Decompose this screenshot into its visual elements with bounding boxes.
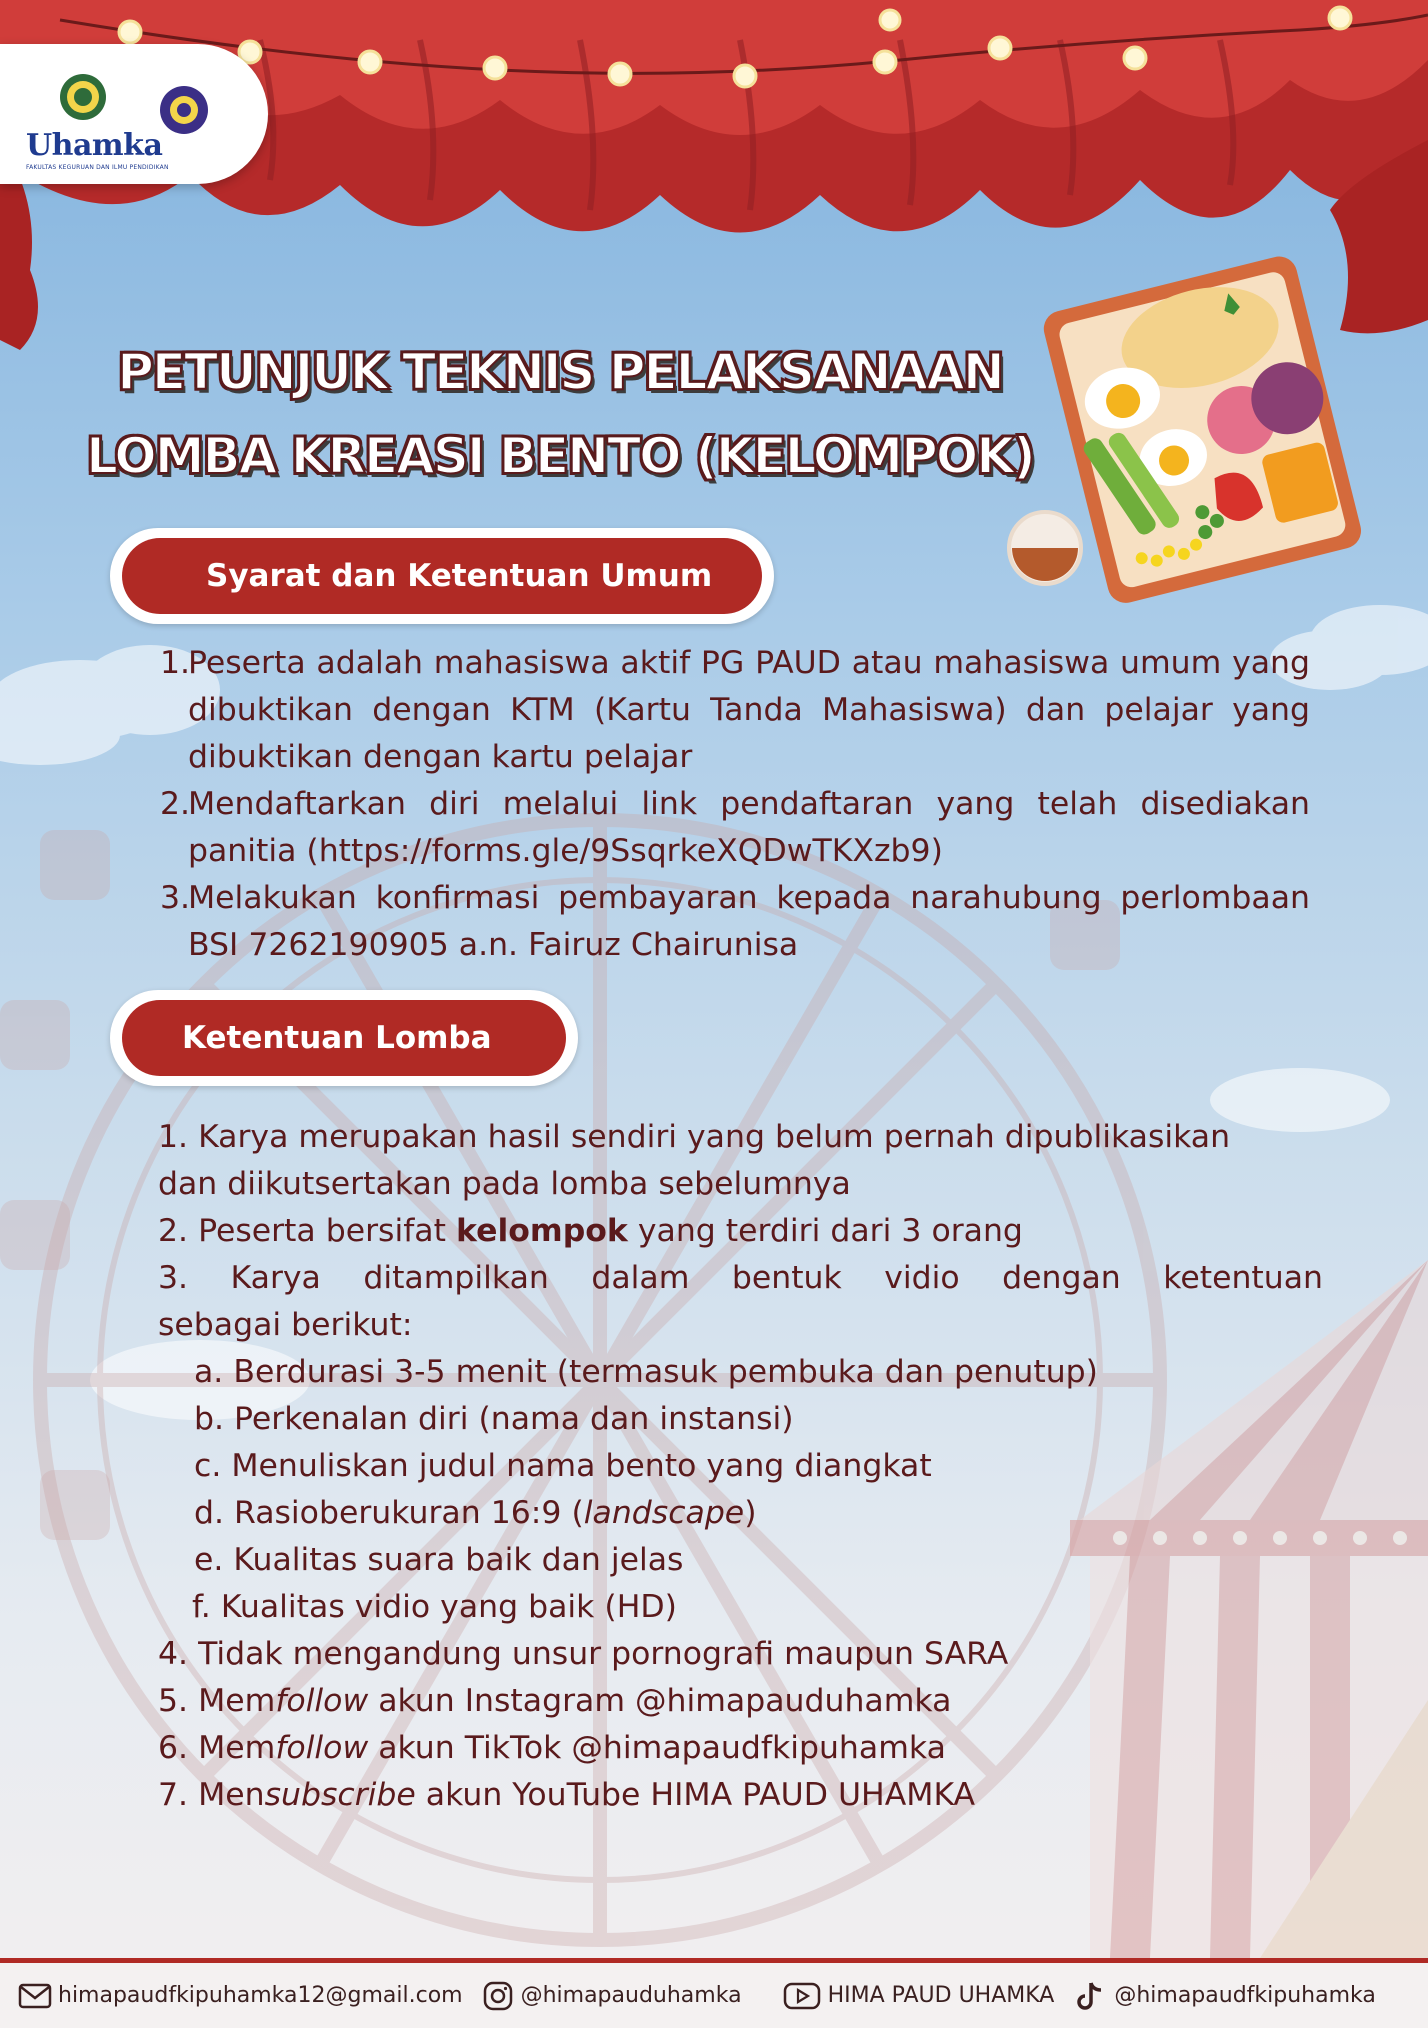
section-heading-label: Ketentuan Lomba	[122, 1000, 566, 1076]
rule-5-post: akun Instagram @himapauduhamka	[368, 1683, 952, 1719]
list-item-text: Melakukan konfirmasi pembayaran kepada narahubung perlombaan BSI 7262190905 a.n. Fairuz Chairunisa	[188, 880, 1310, 963]
rule-7-ital: subscribe	[264, 1777, 416, 1813]
tiktok-icon	[1074, 1981, 1108, 2011]
list-item-number: 1.	[160, 645, 191, 681]
footer-tiktok-text: @himapaudfkipuhamka	[1114, 1983, 1376, 2008]
rule-2-bold: kelompok	[455, 1213, 628, 1249]
rule-3-line-2: sebagai berikut:	[158, 1307, 413, 1343]
rule-7	[158, 1772, 1323, 1819]
competition-rules-list	[158, 1114, 1323, 1819]
rule-6-ital: follow	[275, 1730, 369, 1766]
rule-2-pre: 2. Peserta bersifat	[158, 1213, 456, 1249]
page-title	[60, 330, 1060, 498]
rule-3-line-1: 3. Karya ditampilkan dalam bentuk vidio dengan ketentuan	[158, 1260, 1323, 1296]
bento-box-illustration	[1009, 253, 1365, 607]
rule-3-sub-e: e. Kualitas suara baik dan jelas	[194, 1542, 684, 1578]
footer-youtube-text: HIMA PAUD UHAMKA	[827, 1983, 1055, 2008]
rule-7-pre: 7. Men	[158, 1777, 265, 1813]
list-item-text: Mendaftarkan diri melalui link pendaftaran yang telah disediakan panitia (https://forms.gle/9SsqrkeXQDwTKXzb9)	[188, 786, 1310, 869]
rule-3-sub-d	[158, 1490, 1323, 1537]
logo-badge	[0, 44, 268, 184]
rule-5-ital: follow	[275, 1683, 369, 1719]
instagram-icon	[481, 1981, 515, 2011]
sub-d-post: )	[744, 1495, 757, 1531]
rule-4: 4. Tidak mengandung unsur pornografi maupun SARA	[158, 1636, 1009, 1672]
uhamka-emblem-icon	[58, 72, 108, 122]
footer-instagram-text: @himapauduhamka	[520, 1983, 742, 2008]
rule-5-pre: 5. Mem	[158, 1683, 276, 1719]
list-item-number: 3.	[160, 880, 191, 916]
logo-subtext: FAKULTAS KEGURUAN DAN ILMU PENDIDIKAN	[26, 164, 169, 171]
list-item-text: Peserta adalah mahasiswa aktif PG PAUD atau mahasiswa umum yang dibuktikan dengan KTM (Kartu Tanda Mahasiswa) dan pelajar yang dibuktikan dengan kartu pelajar	[188, 645, 1310, 775]
title-line-1: PETUNJUK TEKNIS PELAKSANAAN	[117, 343, 1003, 401]
mail-icon	[18, 1981, 52, 2011]
list-item	[160, 640, 1310, 781]
footer-tiktok[interactable]	[1074, 1981, 1376, 2011]
sub-d-ital: landscape	[583, 1495, 745, 1531]
rule-6-post: akun TikTok @himapaudfkipuhamka	[368, 1730, 946, 1766]
hima-emblem-icon	[158, 84, 210, 136]
list-item	[160, 875, 1310, 969]
footer-youtube[interactable]	[782, 1981, 1055, 2011]
rule-5	[158, 1678, 1323, 1725]
title-line-2: LOMBA KREASI BENTO (KELOMPOK)	[86, 427, 1034, 485]
rule-7-post: akun YouTube HIMA PAUD UHAMKA	[415, 1777, 976, 1813]
rule-6-pre: 6. Mem	[158, 1730, 276, 1766]
rule-3-sub-b: b. Perkenalan diri (nama dan instansi)	[194, 1401, 794, 1437]
section-heading-competition-rules	[110, 990, 578, 1086]
rule-1-line-1: 1. Karya merupakan hasil sendiri yang belum pernah dipublikasikan	[158, 1119, 1231, 1155]
list-item-number: 2.	[160, 786, 191, 822]
general-terms-list	[160, 640, 1310, 969]
list-item	[160, 781, 1310, 875]
section-heading-general-terms	[110, 528, 774, 624]
rule-3-sub-a: a. Berdurasi 3-5 menit (termasuk pembuka dan penutup)	[194, 1354, 1098, 1390]
logo-text: Uhamka	[26, 128, 163, 163]
rule-3-sub-c: c. Menuliskan judul nama bento yang diangkat	[194, 1448, 932, 1484]
rule-1-line-2: dan diikutsertakan pada lomba sebelumnya	[158, 1166, 851, 1202]
footer-email-text: himapaudfkipuhamka12@gmail.com	[58, 1983, 463, 2008]
footer-instagram[interactable]	[481, 1981, 742, 2011]
rule-3-sub-f: f. Kualitas vidio yang baik (HD)	[192, 1589, 677, 1625]
footer-contacts	[0, 1958, 1428, 2028]
rule-2-post: yang terdiri dari 3 orang	[627, 1213, 1023, 1249]
footer-email[interactable]	[18, 1981, 463, 2011]
youtube-icon	[782, 1981, 822, 2011]
rule-2	[158, 1208, 1323, 1255]
section-heading-label: Syarat dan Ketentuan Umum	[122, 538, 762, 614]
sub-d-pre: d. Rasioberukuran 16:9 (	[194, 1495, 584, 1531]
rule-6	[158, 1725, 1323, 1772]
